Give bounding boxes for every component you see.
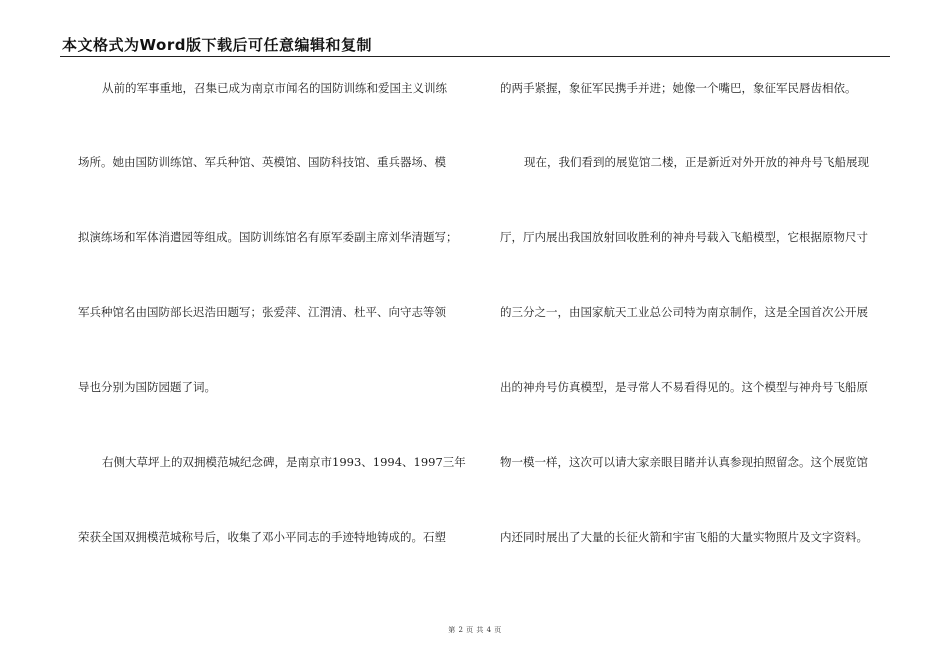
paragraph-line: 厅，厅内展出我国放射回收胜利的神舟号载入飞船模型，它根据原物尺寸 [500,230,868,244]
paragraph-line: 内还同时展出了大量的长征火箭和宇宙飞船的大量实物照片及文字资料。 [500,530,868,544]
paragraph-line: 的三分之一，由国家航天工业总公司特为南京制作，这是全国首次公开展 [500,305,868,319]
paragraph-line: 的两手紧握，象征军民携手并进；她像一个嘴巴，象征军民唇齿相依。 [500,81,857,95]
header-divider [60,56,890,57]
paragraph-line: 场所。她由国防训练馆、军兵种馆、英模馆、国防科技馆、重兵器场、模 [78,155,446,169]
document-header-title: 本文格式为Word版下载后可任意编辑和复制 [62,36,372,54]
paragraph-line: 物一模一样，这次可以请大家亲眼目睹并认真参现拍照留念。这个展览馆 [500,455,868,469]
paragraph-line: 荣获全国双拥模范城称号后，收集了邓小平同志的手迹特地铸成的。石塑 [78,530,446,544]
page-number: 第 2 页 共 4 页 [448,626,502,634]
paragraph-line: 军兵种馆名由国防部长迟浩田题写；张爱萍、江渭清、杜平、向守志等领 [78,305,446,319]
paragraph-line: 从前的军事重地，召集已成为南京市闻名的国防训练和爱国主义训练 [102,81,447,95]
paragraph-line: 出的神舟号仿真模型，是寻常人不易看得见的。这个模型与神舟号飞船原 [500,380,868,394]
paragraph-line: 导也分别为国防园题了词。 [78,380,216,394]
paragraph-line: 现在，我们看到的展览馆二楼，正是新近对外开放的神舟号飞船展现 [524,155,869,169]
paragraph-line: 右侧大草坪上的双拥模范城纪念碑，是南京市1993、1994、1997三年 [102,455,466,469]
paragraph-line: 拟演练场和军体消遣园等组成。国防训练馆名有原军委副主席刘华清题写； [78,230,458,244]
